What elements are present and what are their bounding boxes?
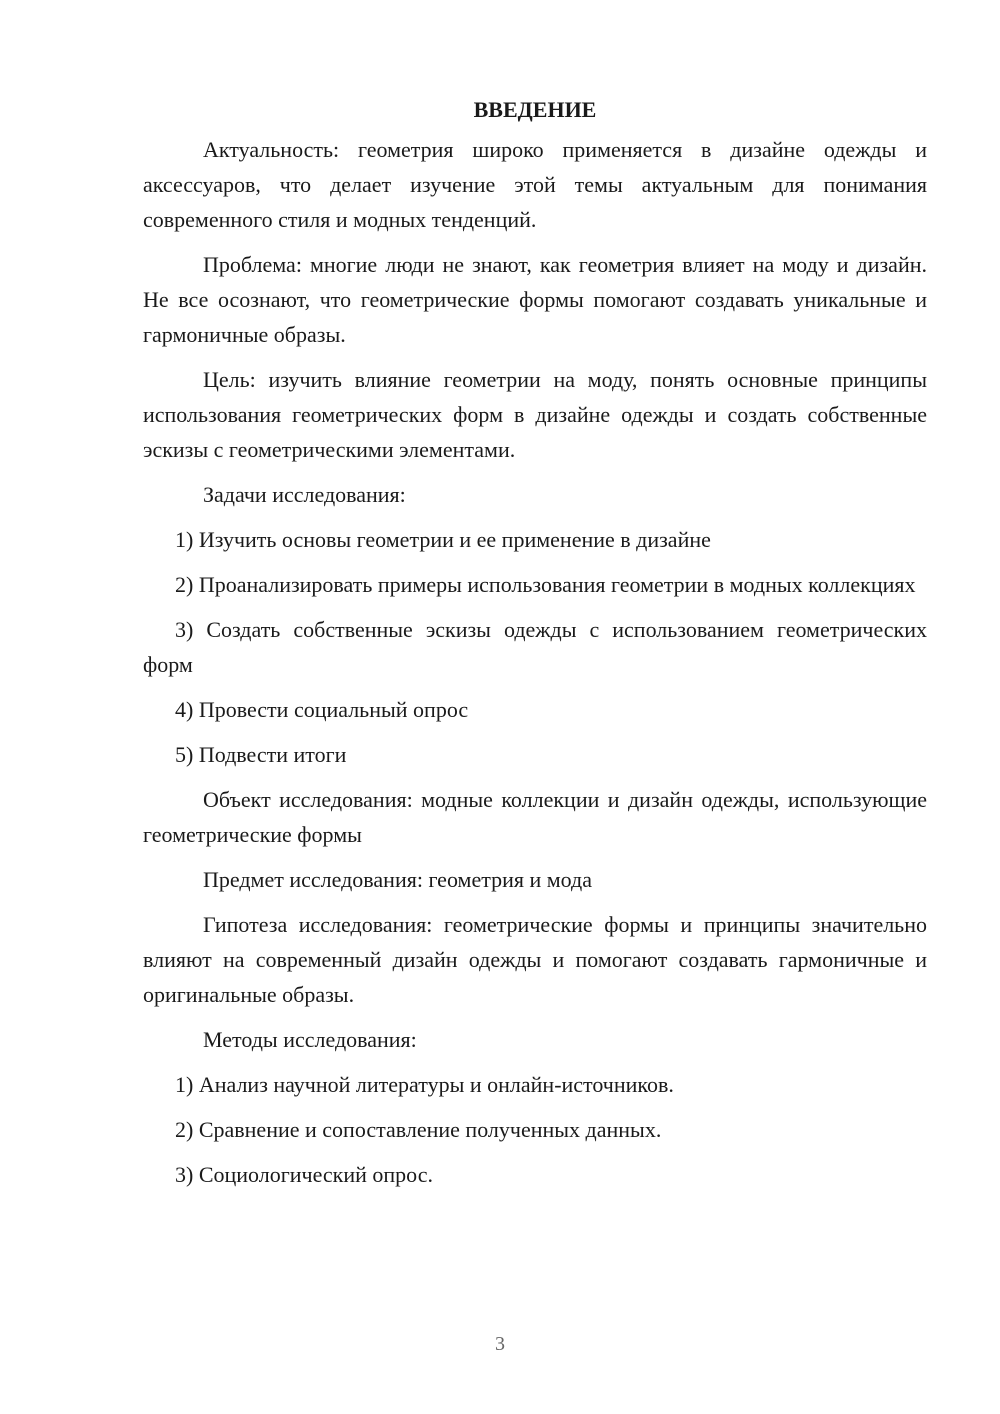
page-number: 3: [495, 1333, 505, 1355]
task-item: 5) Подвести итоги: [175, 742, 347, 767]
object-paragraph: Объект исследования: модные коллекции и дизайн одежды, использующие геометрические формы: [143, 787, 927, 847]
relevance-paragraph: Актуальность: геометрия широко применяется в дизайне одежды и аксессуаров, что делает изучение этой темы актуальным для понимания современного стиля и модных тенденций.: [143, 137, 927, 232]
task-item: 4) Провести социальный опрос: [175, 697, 469, 722]
method-item: 3) Социологический опрос.: [175, 1162, 433, 1187]
methods-title: Методы исследования:: [203, 1027, 417, 1052]
problem-paragraph: Проблема: многие люди не знают, как геометрия влияет на моду и дизайн. Не все осознают, что геометрические формы помогают создавать уникальные и гармоничные образы.: [143, 252, 927, 347]
goal-paragraph: Цель: изучить влияние геометрии на моду, понять основные принципы использования геометрических форм в дизайне одежды и создать собственные эскизы с геометрическими элементами.: [143, 367, 927, 462]
tasks-title: Задачи исследования:: [203, 482, 406, 507]
task-item: 2) Проанализировать примеры использования геометрии в модных коллекциях: [175, 572, 916, 597]
document-page: [143, 94, 927, 1202]
method-item: 2) Сравнение и сопоставление полученных данных.: [175, 1117, 662, 1142]
section-heading: ВВЕДЕНИЕ: [473, 97, 597, 122]
subject-paragraph: Предмет исследования: геометрия и мода: [203, 867, 593, 892]
task-item: 3) Создать собственные эскизы одежды с использованием геометрических форм: [143, 617, 927, 677]
hypothesis-paragraph: Гипотеза исследования: геометрические формы и принципы значительно влияют на современный дизайн одежды и помогают создавать гармоничные и оригинальные образы.: [143, 912, 927, 1007]
task-item: 1) Изучить основы геометрии и ее применение в дизайне: [175, 527, 711, 552]
method-item: 1) Анализ научной литературы и онлайн-источников.: [175, 1072, 674, 1097]
